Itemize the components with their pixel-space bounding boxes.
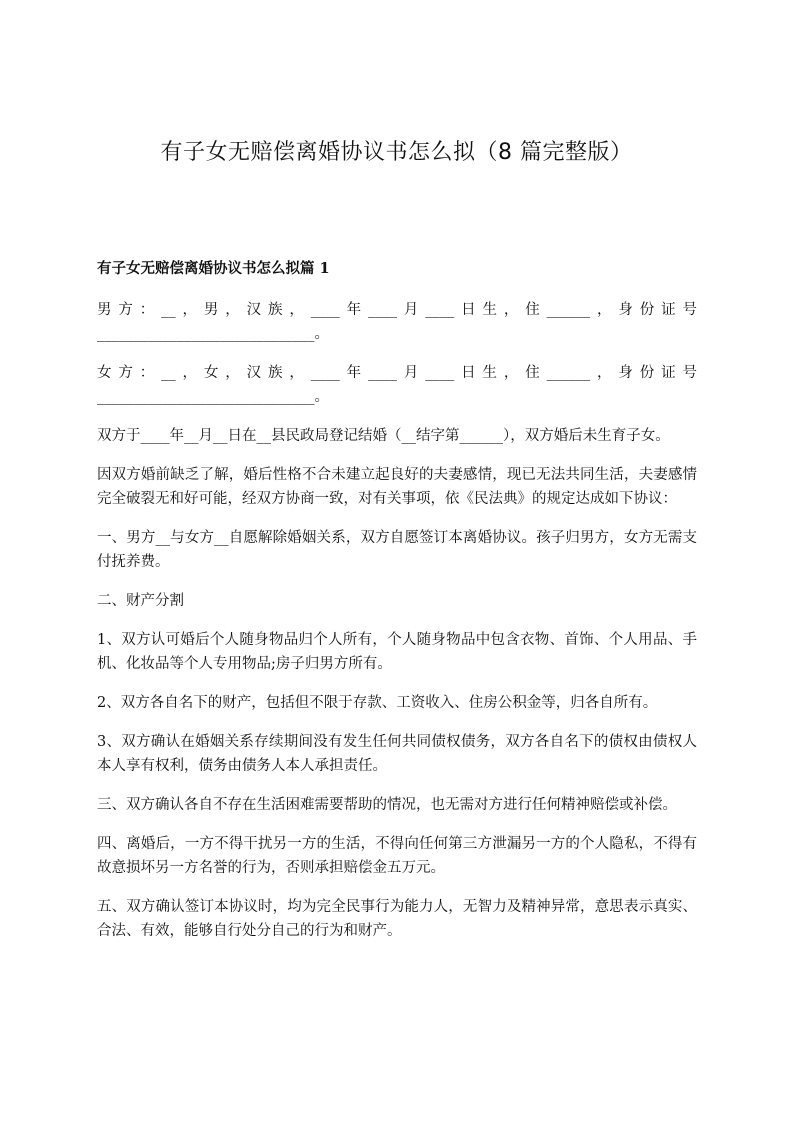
paragraph-clause-5: 五、双方确认签订本协议时，均为完全民事行为能力人，无智力及精神异常，意思表示真实、合法、有效，能够自行处分自己的行为和财产。 — [97, 899, 697, 939]
paragraph-clause-2-heading: 二、财产分割 — [97, 593, 184, 609]
document-title: 有子女无赔偿离婚协议书怎么拟（8 篇完整版） — [160, 140, 633, 165]
paragraph-property-1: 1、双方认可婚后个人随身物品归个人所有，个人随身物品中包含衣物、首饰、个人用品、手机、化妆品等个人专用物品;房子归男方所有。 — [97, 632, 697, 672]
paragraph-husband-info: 男方：__，男，汉族，____年____月____日生，住______，身份证号______________________________。 — [97, 302, 697, 342]
document-body — [97, 258, 697, 958]
paragraph-property-3: 3、双方确认在婚姻关系存续期间没有发生任何共同债权债务，双方各自名下的债权由债权人本人享有权利，债务由债务人本人承担责任。 — [97, 734, 697, 774]
paragraph-property-2: 2、双方各自名下的财产，包括但不限于存款、工资收入、住房公积金等，归各自所有。 — [97, 695, 658, 711]
paragraph-wife-info: 女方：__，女，汉族，____年____月____日生，住______，身份证号______________________________。 — [97, 365, 697, 405]
paragraph-marriage-registration: 双方于____年__月__日在__县民政局登记结婚（__结字第______），双方婚后未生育子女。 — [97, 428, 670, 444]
section-heading: 有子女无赔偿离婚协议书怎么拟篇 1 — [97, 260, 330, 277]
paragraph-clause-3: 三、双方确认各自不存在生活困难需要帮助的情况，也无需对方进行任何精神赔偿或补偿。 — [97, 797, 677, 813]
paragraph-clause-1: 一、男方__与女方__自愿解除婚姻关系，双方自愿签订本离婚协议。孩子归男方，女方无需支付抚养费。 — [97, 530, 697, 570]
paragraph-reason: 因双方婚前缺乏了解，婚后性格不合未建立起良好的夫妻感情，现已无法共同生活，夫妻感情完全破裂无和好可能，经双方协商一致，对有关事项，依《民法典》的规定达成如下协议： — [97, 467, 697, 507]
paragraph-clause-4: 四、离婚后，一方不得干扰另一方的生活，不得向任何第三方泄漏另一方的个人隐私，不得有故意损坏另一方名誉的行为，否则承担赔偿金五万元。 — [97, 836, 697, 876]
